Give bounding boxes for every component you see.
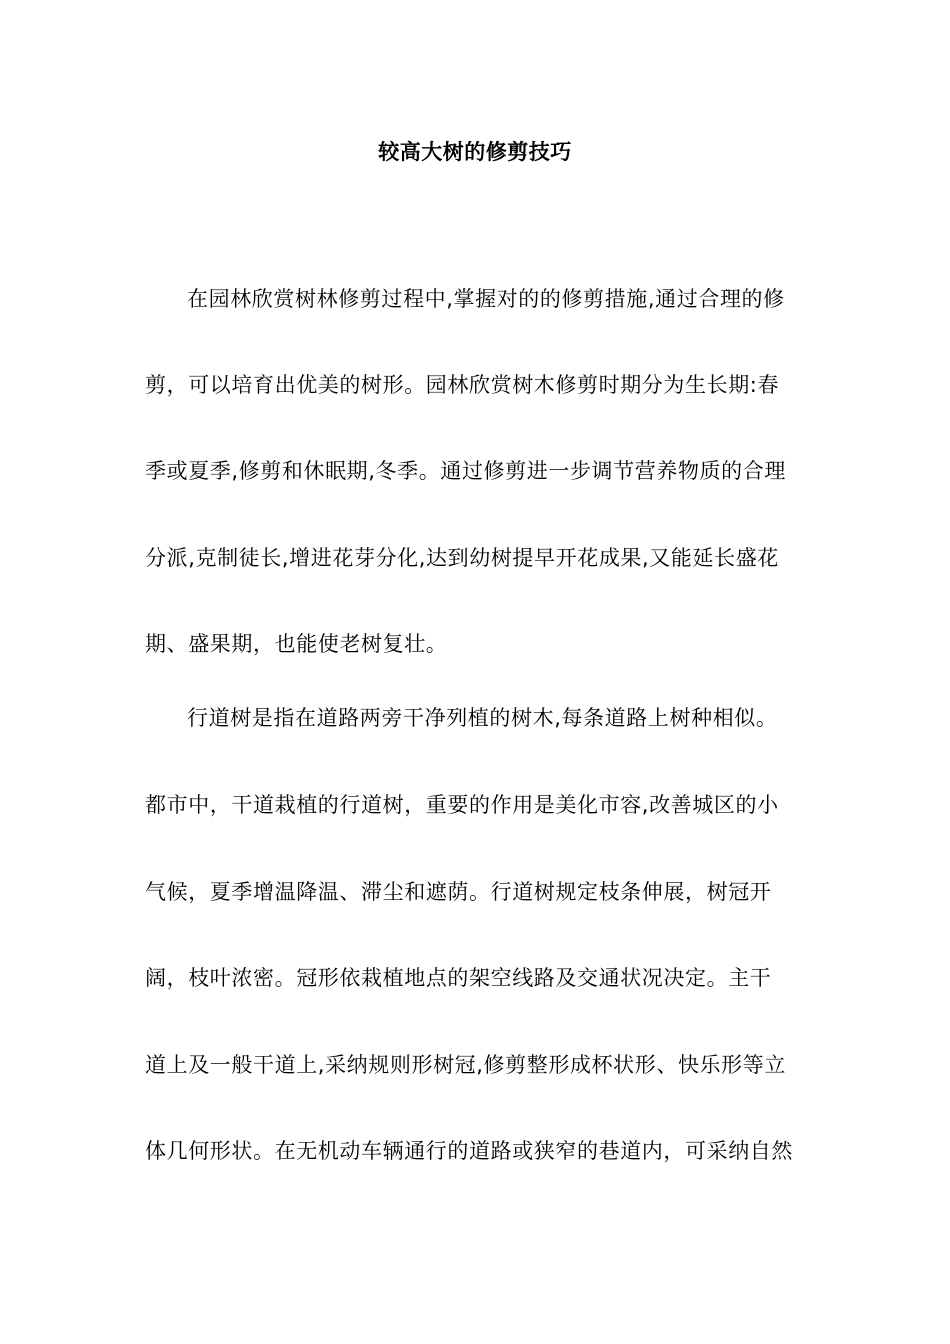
paragraph-line: 季或夏季,修剪和休眠期,冬季。通过修剪进一步调节营养物质的合理: [145, 459, 786, 483]
page-title: 较高大树的修剪技巧: [378, 140, 572, 164]
paragraph-line: 气候，夏季增温降温、滞尘和遮荫。行道树规定枝条伸展，树冠开: [145, 880, 772, 904]
paragraph-line: 阔，枝叶浓密。冠形依栽植地点的架空线路及交通状况决定。主干: [145, 966, 772, 990]
paragraph-line: 行道树是指在道路两旁干净列植的树木,每条道路上树种相似。: [187, 706, 778, 730]
paragraph-line: 道上及一般干道上,采纳规则形树冠,修剪整形成杯状形、快乐形等立: [145, 1053, 786, 1077]
paragraph-line: 都市中，干道栽植的行道树，重要的作用是美化市容,改善城区的小: [145, 793, 779, 817]
paragraph-line: 体几何形状。在无机动车辆通行的道路或狭窄的巷道内，可采纳自然: [145, 1139, 793, 1163]
paragraph-line: 在园林欣赏树林修剪过程中,掌握对的的修剪措施,通过合理的修: [187, 287, 785, 311]
paragraph-line: 剪，可以培育出优美的树形。园林欣赏树木修剪时期分为生长期:春: [145, 373, 780, 397]
paragraph-line: 期、盛果期，也能使老树复壮。: [145, 632, 448, 656]
paragraph-line: 分派,克制徒长,增进花芽分化,达到幼树提早开花成果,又能延长盛花: [145, 546, 779, 570]
